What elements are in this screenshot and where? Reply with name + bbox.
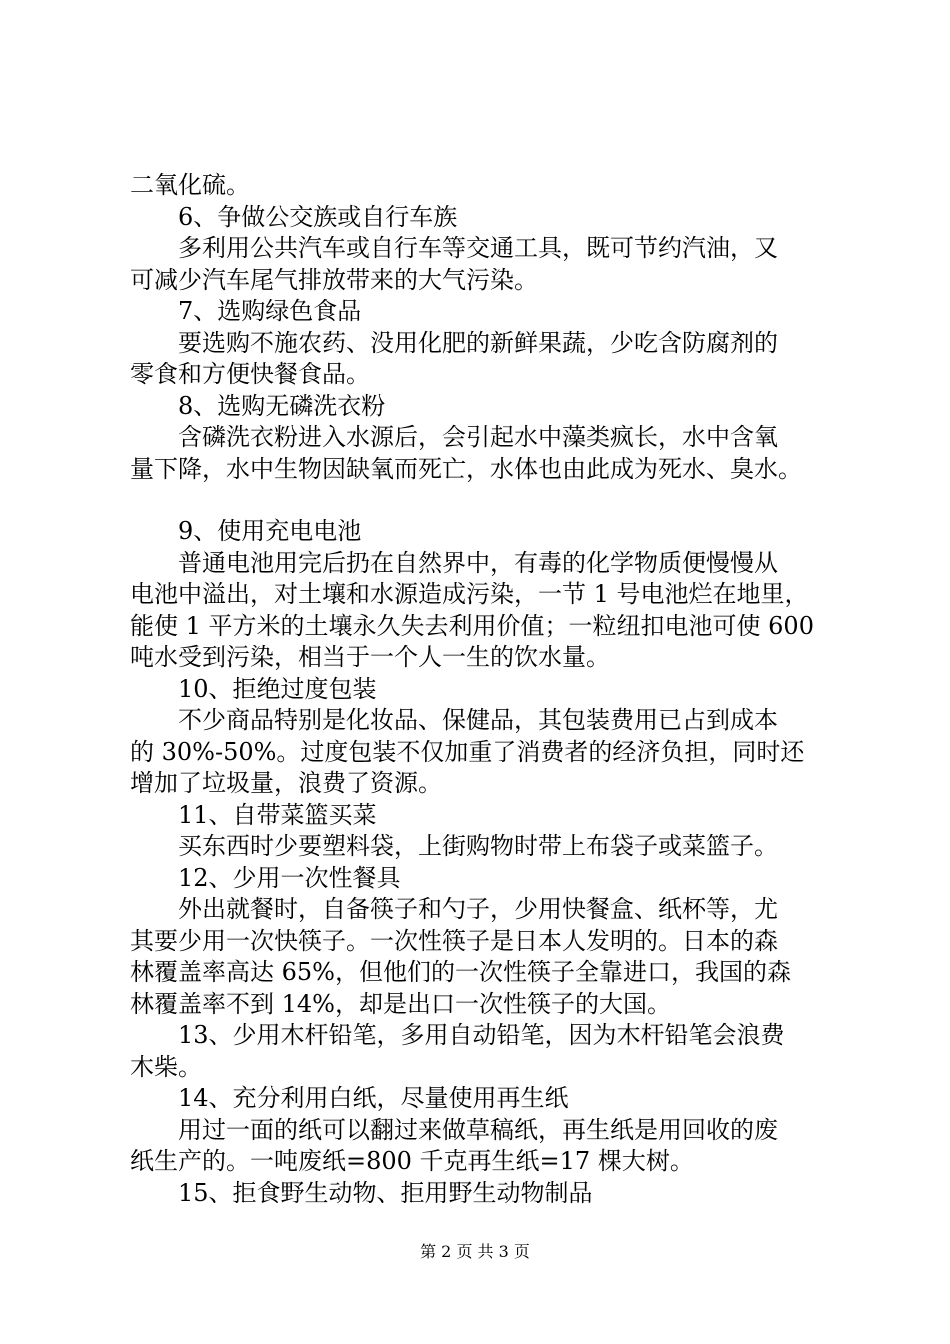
paragraph-line: 含磷洗衣粉进入水源后，会引起水中藻类疯长，水中含氧 xyxy=(178,423,778,451)
paragraph-line: 能使 1 平方米的土壤永久失去利用价值；一粒纽扣电池可使 600 xyxy=(130,611,814,640)
section-heading-6: 6、争做公交族或自行车族 xyxy=(178,202,458,231)
paragraph-line: 木柴。 xyxy=(130,1052,202,1081)
paragraph-line: 电池中溢出，对土壤和水源造成污染，一节 1 号电池烂在地里， xyxy=(130,580,809,608)
paragraph-line: 用过一面的纸可以翻过来做草稿纸，再生纸是用回收的废 xyxy=(178,1115,778,1144)
page-footer: 第 2 页 共 3 页 xyxy=(420,1242,530,1261)
paragraph-line: 量下降，水中生物因缺氧而死亡，水体也由此成为死水、臭水。 xyxy=(130,454,802,483)
section-heading-12: 12、少用一次性餐具 xyxy=(178,863,401,892)
section-heading-10: 10、拒绝过度包装 xyxy=(178,674,377,703)
section-heading-11: 11、自带菜篮买菜 xyxy=(178,800,377,829)
paragraph-line: 多利用公共汽车或自行车等交通工具，既可节约汽油，又 xyxy=(178,234,778,262)
paragraph-line: 增加了垃圾量，浪费了资源。 xyxy=(130,769,442,797)
paragraph-line: 林覆盖率不到 14%，却是出口一次性筷子的大国。 xyxy=(130,989,671,1018)
paragraph-line: 纸生产的。一吨废纸=800 千克再生纸=17 棵大树。 xyxy=(130,1147,694,1175)
section-heading-15: 15、拒食野生动物、拒用野生动物制品 xyxy=(178,1178,593,1207)
section-heading-13: 13、少用木杆铅笔，多用自动铅笔，因为木杆铅笔会浪费 xyxy=(178,1021,785,1049)
paragraph-line: 普通电池用完后扔在自然界中，有毒的化学物质便慢慢从 xyxy=(178,548,778,577)
section-heading-14: 14、充分利用白纸，尽量使用再生纸 xyxy=(178,1084,569,1112)
section-heading-9: 9、使用充电电池 xyxy=(178,517,362,545)
paragraph-line: 零食和方便快餐食品。 xyxy=(130,360,370,388)
paragraph-line: 的 30%-50%。过度包装不仅加重了消费者的经济负担，同时还 xyxy=(130,737,805,766)
paragraph-line: 吨水受到污染，相当于一个人一生的饮水量。 xyxy=(130,643,610,671)
paragraph-line: 外出就餐时，自备筷子和勺子，少用快餐盒、纸杯等，尤 xyxy=(178,895,778,923)
blank-line xyxy=(130,485,842,516)
paragraph-line: 买东西时少要塑料袋，上街购物时带上布袋子或菜篮子。 xyxy=(178,832,778,860)
paragraph-line: 林覆盖率高达 65%，但他们的一次性筷子全靠进口，我国的森 xyxy=(130,958,791,986)
paragraph-line: 要选购不施农药、没用化肥的新鲜果蔬，少吃含防腐剂的 xyxy=(178,328,778,357)
paragraph-line: 其要少用一次快筷子。一次性筷子是日本人发明的。日本的森 xyxy=(130,926,778,955)
section-heading-8: 8、选购无磷洗衣粉 xyxy=(178,391,386,420)
paragraph-line: 可减少汽车尾气排放带来的大气污染。 xyxy=(130,265,538,294)
document-body xyxy=(130,170,842,1209)
paragraph-line: 二氧化硫。 xyxy=(130,171,250,199)
section-heading-7: 7、选购绿色食品 xyxy=(178,297,362,325)
paragraph-line: 不少商品特别是化妆品、保健品，其包装费用已占到成本 xyxy=(178,706,778,734)
